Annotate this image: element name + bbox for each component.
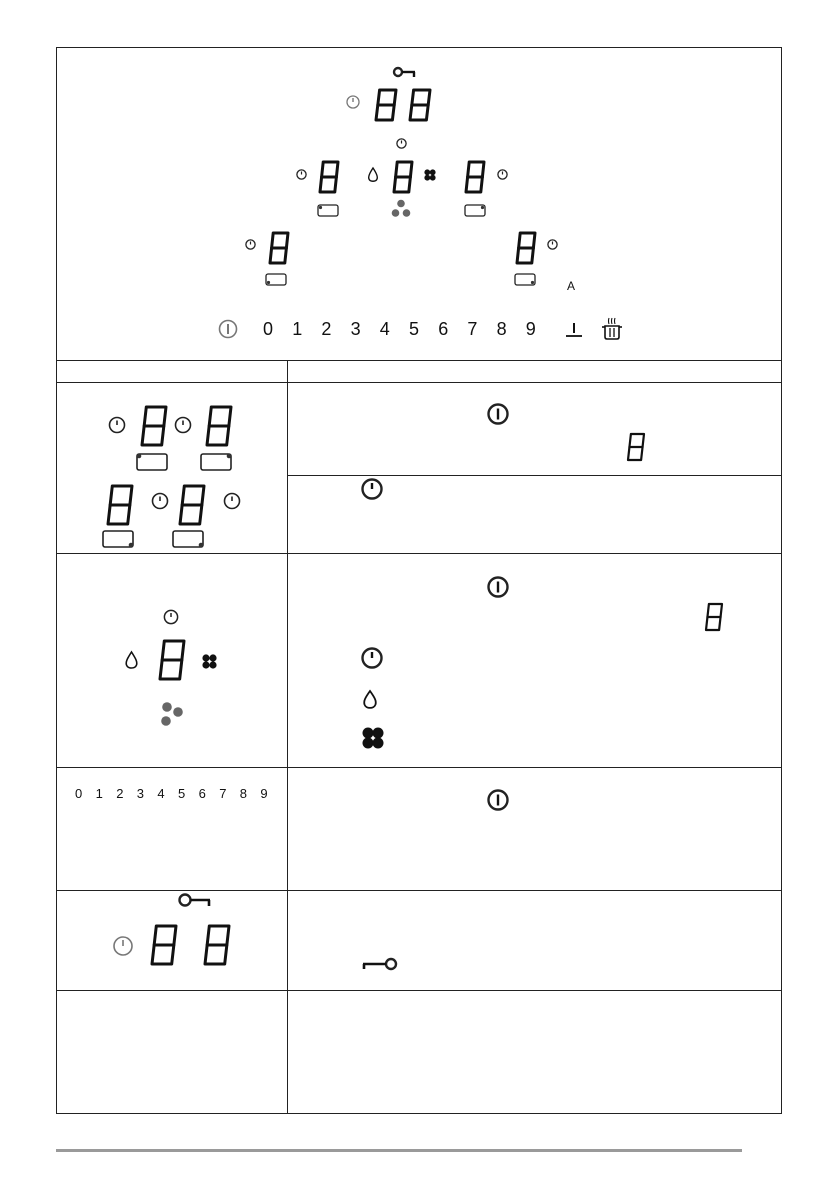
bridge-icon[interactable]: [565, 319, 583, 341]
timer-icon[interactable]: [296, 169, 307, 180]
power-level-3[interactable]: 3: [350, 319, 361, 339]
key-icon: [393, 66, 419, 80]
timer-icon: [108, 416, 126, 434]
power-level-8[interactable]: 8: [496, 319, 507, 339]
zone-front-left-digit: [268, 231, 292, 265]
power-level-5[interactable]: 5: [409, 319, 420, 339]
power-icon: [487, 403, 509, 425]
key-icon: [178, 892, 212, 908]
timer-icon[interactable]: [396, 138, 407, 149]
table-header-divider: [56, 360, 782, 361]
timer-icon: [361, 647, 383, 669]
row4-timer-digit-tens: [150, 924, 180, 966]
row3-level-3: 3: [136, 786, 145, 801]
row2-text-digit: [704, 602, 726, 632]
zone-rear-right-digit: [464, 160, 488, 194]
pot-icon[interactable]: [601, 317, 623, 341]
row-divider-2: [56, 767, 782, 768]
row3-level-8: 8: [239, 786, 248, 801]
row-divider-3: [56, 890, 782, 891]
power-icon[interactable]: [218, 319, 238, 339]
drop-icon: [362, 690, 378, 710]
power-icon: [487, 576, 509, 598]
row-divider-1: [56, 553, 782, 554]
power-icon: [487, 789, 509, 811]
zone-rear-left-digit: [318, 160, 342, 194]
row3-level-2: 2: [116, 786, 124, 801]
row1-digit-4: [178, 484, 208, 526]
row3-level-7: 7: [219, 786, 227, 801]
power-level-9[interactable]: 9: [525, 319, 536, 339]
drop-icon: [124, 651, 139, 670]
fan-icon[interactable]: [391, 199, 411, 219]
row3-level-1: 1: [95, 786, 103, 801]
row1-digit-3: [106, 484, 136, 526]
table-column-divider: [287, 360, 288, 1114]
zone-front-right-digit: [515, 231, 539, 265]
row3-level-0: 0: [75, 786, 83, 801]
row3-level-4: 4: [157, 786, 165, 801]
timer-digit-units: [408, 88, 434, 122]
zone-rear-left-indicator: [317, 204, 339, 218]
row1-digit-2: [205, 405, 235, 447]
timer-icon: [223, 492, 241, 510]
row1-text-digit: [626, 432, 648, 462]
row4-timer-digit-units: [203, 924, 233, 966]
timer-digit-tens: [374, 88, 400, 122]
zone-indicator-top-left: [136, 452, 168, 472]
timer-icon[interactable]: [547, 239, 558, 250]
row1-digit-1: [140, 405, 170, 447]
footer-bar: [56, 1149, 742, 1152]
drop-icon[interactable]: [367, 167, 379, 182]
timer-icon[interactable]: [245, 239, 256, 250]
flower-icon: [362, 727, 384, 749]
row3-level-9: 9: [260, 786, 268, 801]
row3-level-6: 6: [198, 786, 206, 801]
power-level-2[interactable]: 2: [321, 319, 332, 339]
timer-icon: [151, 492, 169, 510]
power-level-6[interactable]: 6: [438, 319, 449, 339]
row2-digit: [158, 639, 188, 681]
power-level-1[interactable]: 1: [292, 319, 303, 339]
row1-subdivider: [287, 475, 782, 476]
timer-icon[interactable]: [497, 169, 508, 180]
zone-front-right-indicator: [514, 273, 536, 287]
auto-label: A: [567, 279, 576, 293]
timer-icon: [361, 478, 383, 500]
zone-indicator-bottom-left: [102, 530, 134, 550]
zone-indicator-bottom-right: [172, 530, 204, 550]
power-level-4[interactable]: 4: [379, 319, 390, 339]
key-icon: [362, 957, 398, 973]
zone-indicator-top-right: [200, 452, 232, 472]
fan-icon: [159, 701, 185, 727]
timer-icon: [163, 609, 179, 625]
row3-level-5: 5: [178, 786, 186, 801]
power-level-7[interactable]: 7: [467, 319, 478, 339]
zone-front-left-indicator: [265, 273, 287, 287]
zone-center-digit: [392, 160, 416, 194]
flower-icon[interactable]: [424, 169, 436, 181]
timer-icon[interactable]: [346, 95, 360, 109]
row-divider-4: [56, 990, 782, 991]
timer-icon: [174, 416, 192, 434]
flower-icon: [202, 654, 217, 669]
table-header-bottom: [56, 382, 782, 383]
zone-rear-right-indicator: [464, 204, 486, 218]
power-level-0[interactable]: 0: [263, 319, 274, 339]
timer-icon: [112, 935, 134, 957]
